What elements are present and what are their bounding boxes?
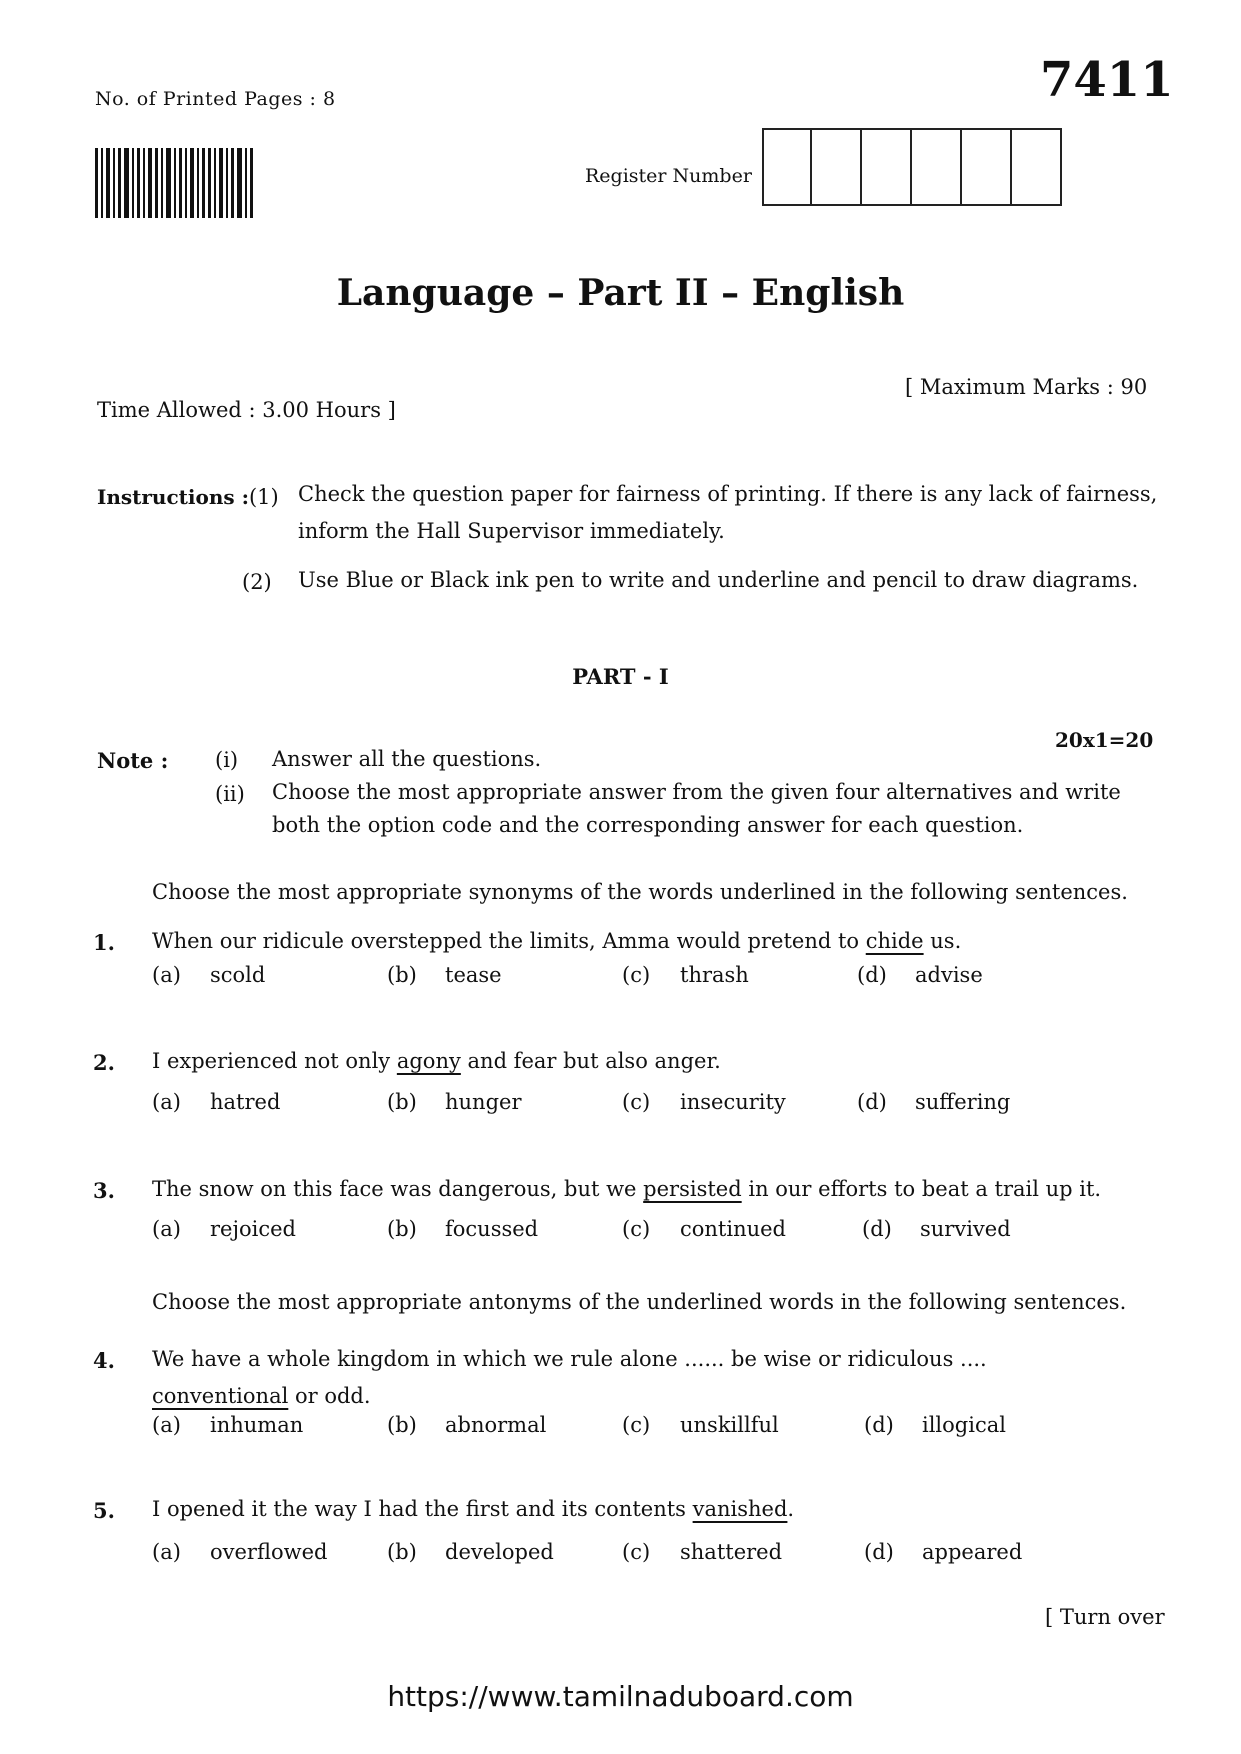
printed-pages: No. of Printed Pages : 8 [95, 88, 336, 110]
barcode [95, 148, 295, 218]
barcode-bar [132, 148, 134, 218]
barcode-bar [185, 148, 187, 218]
question-number: 4. [93, 1348, 115, 1373]
option-b: (b) abnormal [387, 1413, 547, 1437]
barcode-bar [237, 148, 242, 218]
time-allowed: Time Allowed : 3.00 Hours ] [97, 398, 396, 422]
question-options [152, 1413, 1052, 1443]
register-number-boxes [762, 128, 1062, 206]
option-d: (d) suffering [857, 1090, 1011, 1114]
paper-title: Language – Part II – English [336, 272, 905, 314]
barcode-bar [208, 148, 211, 218]
option-d: (d) appeared [864, 1540, 1023, 1564]
maximum-marks: [ Maximum Marks : 90 [905, 375, 1148, 399]
option-a: (a) hatred [152, 1090, 281, 1114]
question-number: 1. [93, 930, 115, 955]
barcode-bar [124, 148, 129, 218]
barcode-bar [161, 148, 163, 218]
note-label: Note : [97, 748, 169, 773]
note-2-number: (ii) [215, 782, 245, 806]
option-b: (b) tease [387, 963, 502, 987]
note-1: Answer all the questions. [272, 747, 542, 771]
question-options [152, 1090, 1052, 1120]
barcode-bar [137, 148, 140, 218]
barcode-bar [95, 148, 98, 218]
barcode-bar [143, 148, 145, 218]
option-d: (d) advise [857, 963, 983, 987]
barcode-bar [179, 148, 182, 218]
antonyms-direction: Choose the most appropriate antonyms of the underlined words in the following sentences. [152, 1290, 1127, 1314]
instruction-2: Use Blue or Black ink pen to write and underline and pencil to draw diagrams. [298, 568, 1139, 592]
register-number-label: Register Number [585, 165, 752, 187]
barcode-bar [231, 148, 234, 218]
register-box [1012, 128, 1062, 206]
underlined-word: vanished [692, 1497, 788, 1521]
register-box [762, 128, 812, 206]
option-c: (c) shattered [622, 1540, 783, 1564]
question-number: 3. [93, 1178, 115, 1203]
barcode-bar [174, 148, 176, 218]
option-b: (b) developed [387, 1540, 554, 1564]
barcode-bar [148, 148, 152, 218]
note-1-number: (i) [215, 748, 239, 772]
option-b: (b) focussed [387, 1217, 539, 1241]
barcode-bar [214, 148, 216, 218]
register-box [962, 128, 1012, 206]
register-box [812, 128, 862, 206]
barcode-bar [113, 148, 115, 218]
question-text: I experienced not only agony and fear but also anger. [152, 1049, 721, 1073]
note-2: Choose the most appropriate answer from the given four alternatives and write both the option code and the corresponding answer for each question. [272, 780, 1121, 837]
option-a: (a) inhuman [152, 1413, 304, 1437]
question-text: We have a whole kingdom in which we rule alone ...... be wise or ridiculous .... conventional or odd. [152, 1347, 987, 1408]
register-box [862, 128, 912, 206]
barcode-bar [226, 148, 228, 218]
option-a: (a) overflowed [152, 1540, 328, 1564]
instruction-1: Check the question paper for fairness of printing. If there is any lack of fairness, inform the Hall Supervisor immediately. [298, 482, 1158, 543]
barcode-bar [219, 148, 223, 218]
part-title: PART - I [572, 664, 669, 689]
barcode-bar [106, 148, 110, 218]
instructions-label: Instructions :(1) [97, 485, 279, 509]
source-url[interactable]: https://www.tamilnaduboard.com [387, 1680, 854, 1713]
question-text: The snow on this face was dangerous, but we persisted in our efforts to beat a trail up it. [152, 1177, 1102, 1201]
question-options [152, 1217, 1052, 1247]
question-options [152, 963, 1052, 993]
option-a: (a) rejoiced [152, 1217, 296, 1241]
marks-scheme: 20x1=20 [1055, 728, 1154, 752]
underlined-word: persisted [643, 1177, 742, 1201]
question-number: 5. [93, 1498, 115, 1523]
option-a: (a) scold [152, 963, 266, 987]
synonyms-direction: Choose the most appropriate synonyms of the words underlined in the following sentences. [152, 880, 1128, 904]
underlined-word: chide [865, 929, 924, 953]
barcode-bar [118, 148, 121, 218]
option-c: (c) continued [622, 1217, 787, 1241]
paper-code: 7411 [1040, 52, 1174, 108]
barcode-bar [190, 148, 194, 218]
question-number: 2. [93, 1050, 115, 1075]
barcode-bar [166, 148, 171, 218]
option-d: (d) illogical [864, 1413, 1006, 1437]
barcode-bar [101, 148, 103, 218]
question-options [152, 1540, 1052, 1570]
barcode-bar [197, 148, 199, 218]
turn-over: [ Turn over [1045, 1605, 1165, 1629]
option-c: (c) thrash [622, 963, 749, 987]
register-box [912, 128, 962, 206]
barcode-bar [202, 148, 205, 218]
barcode-bar [245, 148, 247, 218]
question-text: I opened it the way I had the first and its contents vanished. [152, 1497, 795, 1521]
underlined-word: conventional [152, 1384, 289, 1408]
question-text: When our ridicule overstepped the limits, Amma would pretend to chide us. [152, 929, 962, 953]
option-d: (d) survived [862, 1217, 1011, 1241]
barcode-bar [250, 148, 253, 218]
instruction-2-number: (2) [242, 570, 272, 594]
option-b: (b) hunger [387, 1090, 522, 1114]
barcode-bar [155, 148, 158, 218]
option-c: (c) insecurity [622, 1090, 786, 1114]
option-c: (c) unskillful [622, 1413, 779, 1437]
underlined-word: agony [396, 1049, 461, 1073]
